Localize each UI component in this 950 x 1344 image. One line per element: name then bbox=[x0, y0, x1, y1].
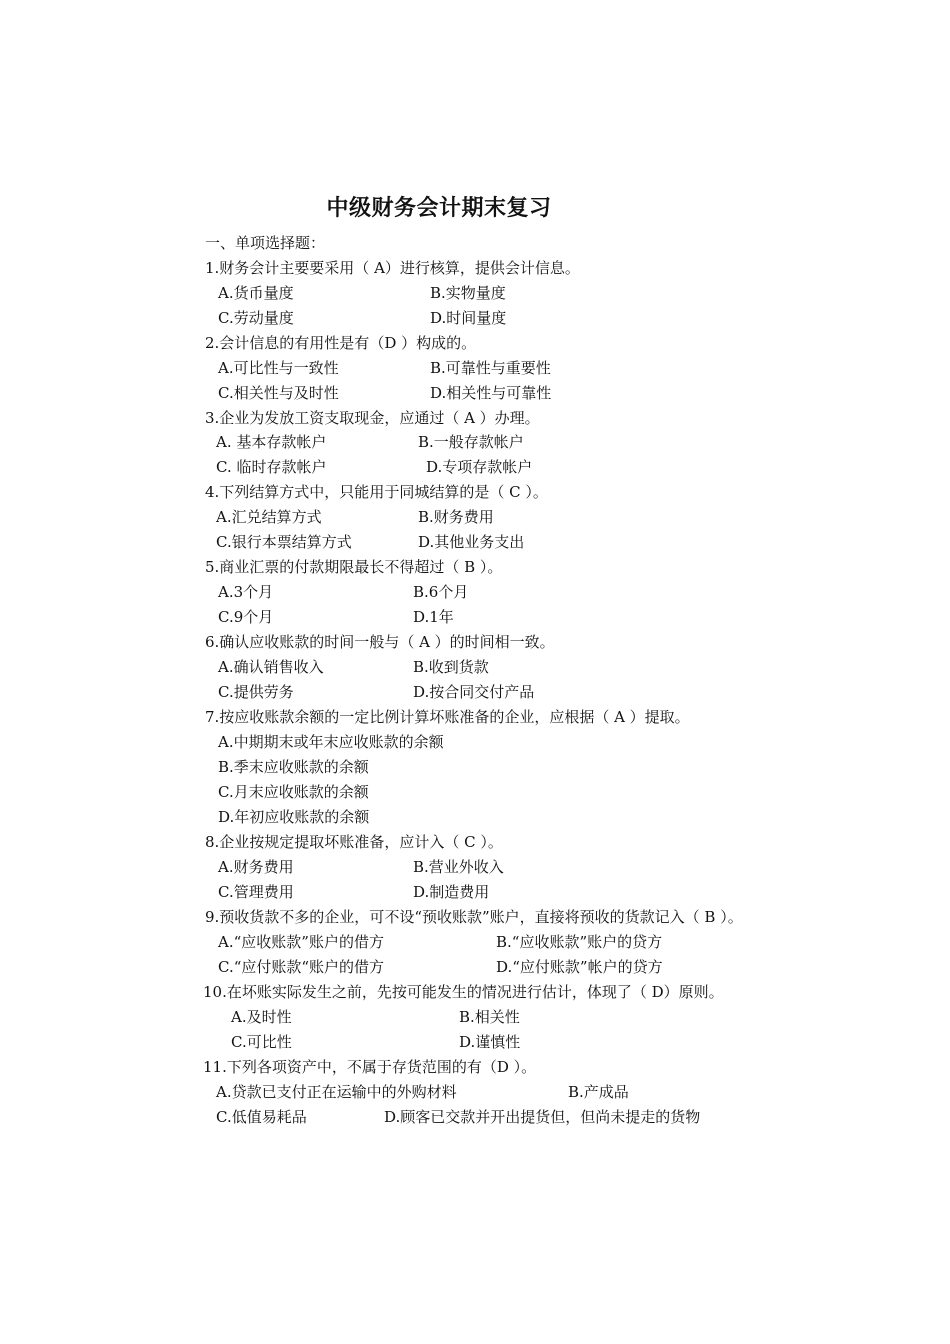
option-text: D.其他业务支出 bbox=[418, 533, 525, 551]
option-text: A. 基本存款帐户 bbox=[216, 433, 327, 451]
option-text: B.可靠性与重要性 bbox=[430, 359, 551, 377]
option-text: A.及时性 bbox=[231, 1008, 292, 1026]
option-text: B.财务费用 bbox=[418, 508, 494, 526]
option-text: D.1年 bbox=[413, 608, 454, 626]
option-text: B.相关性 bbox=[459, 1008, 520, 1026]
option-text: C.“应付账款“账户的借方 bbox=[218, 958, 385, 976]
option-text: C. 临时存款帐户 bbox=[216, 458, 327, 476]
option-text: B.一般存款帐户 bbox=[418, 433, 524, 451]
option-text: B.季末应收账款的余额 bbox=[218, 758, 369, 776]
option-text: A.确认销售收入 bbox=[218, 658, 324, 676]
option-text: A.中期期末或年末应收账款的余额 bbox=[218, 733, 444, 751]
option-text: C.低值易耗品 bbox=[216, 1108, 307, 1126]
option-text: C.管理费用 bbox=[218, 883, 294, 901]
option-text: D.顾客已交款并开出提货但，但尚未提走的货物 bbox=[384, 1108, 701, 1126]
option-text: A.汇兑结算方式 bbox=[216, 508, 322, 526]
option-text: A.可比性与一致性 bbox=[218, 359, 339, 377]
option-text: D.相关性与可靠性 bbox=[430, 384, 552, 402]
question-stem: 7.按应收账款余额的一定比例计算坏账准备的企业，应根据（ A ）提取。 bbox=[205, 708, 690, 726]
option-text: C.相关性与及时性 bbox=[218, 384, 339, 402]
question-stem: 6.确认应收账款的时间一般与（ A ）的时间相一致。 bbox=[205, 633, 555, 651]
option-text: A.货币量度 bbox=[218, 284, 294, 302]
option-text: B.“应收账款”账户的贷方 bbox=[496, 933, 663, 951]
question-stem: 5.商业汇票的付款期限最长不得超过（ B ）。 bbox=[205, 558, 503, 576]
option-text: D.“应付账款”帐户的贷方 bbox=[496, 958, 663, 976]
question-stem: 11.下列各项资产中，不属于存货范围的有（D ）。 bbox=[203, 1058, 537, 1076]
option-text: B.收到货款 bbox=[413, 658, 489, 676]
option-text: C.可比性 bbox=[231, 1033, 292, 1051]
option-text: A.“应收账款”账户的借方 bbox=[218, 933, 384, 951]
question-stem: 3.企业为发放工资支取现金，应通过（ A ）办理。 bbox=[205, 409, 540, 427]
option-text: D.时间量度 bbox=[430, 309, 507, 327]
option-text: D.制造费用 bbox=[413, 883, 490, 901]
option-text: B.营业外收入 bbox=[413, 858, 504, 876]
option-text: D.年初应收账款的余额 bbox=[218, 808, 370, 826]
option-text: C.银行本票结算方式 bbox=[216, 533, 352, 551]
option-text: D.谨慎性 bbox=[459, 1033, 521, 1051]
document-title: 中级财务会计期末复习 bbox=[326, 196, 552, 221]
option-text: C.提供劳务 bbox=[218, 683, 294, 701]
option-text: D.按合同交付产品 bbox=[413, 683, 535, 701]
option-text: D.专项存款帐户 bbox=[426, 458, 533, 476]
section-heading: 一、单项选择题： bbox=[205, 234, 326, 252]
question-stem: 10.在坏账实际发生之前，先按可能发生的情况进行估计，体现了（ D）原则。 bbox=[203, 983, 724, 1001]
question-stem: 2.会计信息的有用性是有（D ）构成的。 bbox=[205, 334, 477, 352]
option-text: B.产成品 bbox=[568, 1083, 629, 1101]
option-text: C.劳动量度 bbox=[218, 309, 294, 327]
question-stem: 8.企业按规定提取坏账准备，应计入（ C ）。 bbox=[205, 833, 503, 851]
option-text: A.3个月 bbox=[218, 583, 274, 601]
question-stem: 4.下列结算方式中，只能用于同城结算的是（ C ）。 bbox=[205, 483, 548, 501]
option-text: B.6个月 bbox=[413, 583, 469, 601]
option-text: A.贷款已支付正在运输中的外购材料 bbox=[216, 1083, 457, 1101]
question-stem: 1.财务会计主要要采用（ A）进行核算，提供会计信息。 bbox=[205, 259, 580, 277]
question-stem: 9.预收货款不多的企业，可不设“预收账款”账户，直接将预收的货款记入（ B ）。 bbox=[205, 908, 743, 926]
option-text: C.月末应收账款的余额 bbox=[218, 783, 369, 801]
option-text: C.9个月 bbox=[218, 608, 274, 626]
option-text: A.财务费用 bbox=[218, 858, 294, 876]
option-text: B.实物量度 bbox=[430, 284, 506, 302]
